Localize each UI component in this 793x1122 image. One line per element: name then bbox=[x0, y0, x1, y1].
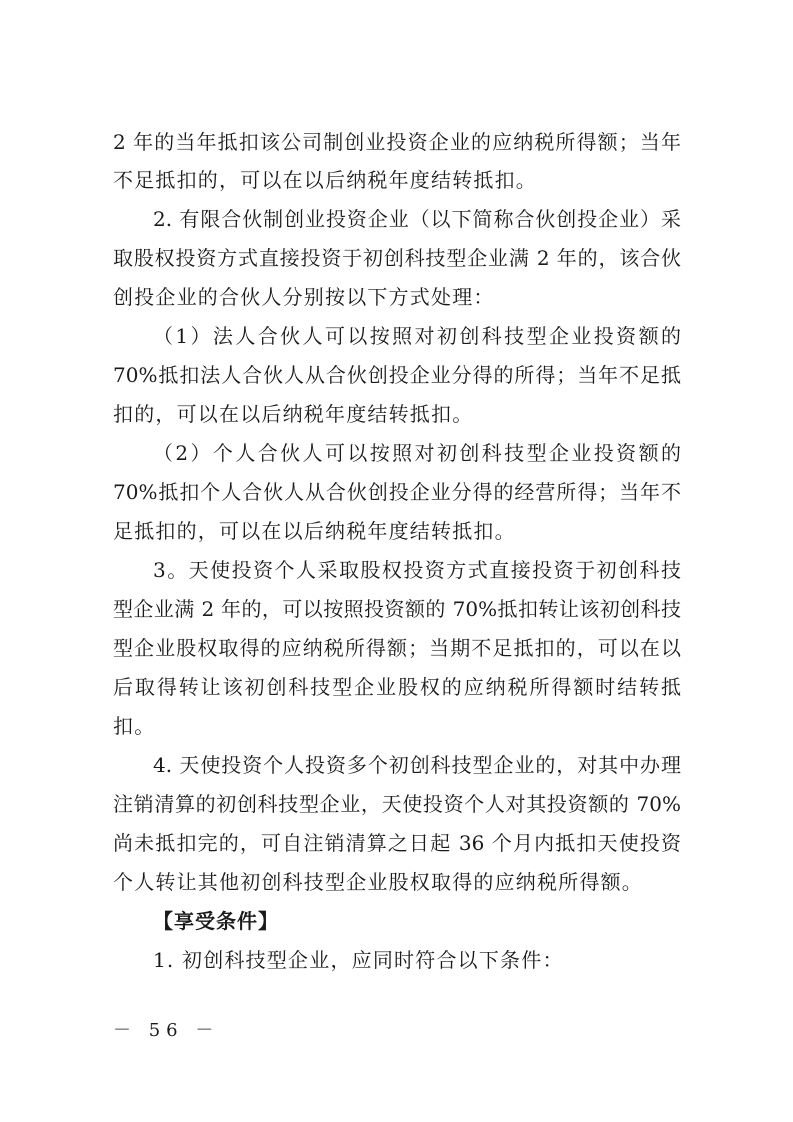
text-line: 1. 初创科技型企业，应同时符合以下条件： bbox=[153, 948, 564, 972]
text-line: （1）法人合伙人可以按照对初创科技型企业投资额的 bbox=[153, 324, 681, 348]
text-line: 后取得转让该初创科技型企业股权的应纳税所得额时结转抵 bbox=[113, 675, 681, 699]
text-line: 型企业满 2 年的，可以按照投资额的 70%抵扣转让该初创科技 bbox=[113, 597, 681, 621]
text-line: 70%抵扣个人合伙人从合伙创投企业分得的经营所得；当年不 bbox=[113, 480, 681, 504]
page-number: － 56 － bbox=[113, 1020, 220, 1041]
text-line: 3。天使投资个人采取股权投资方式直接投资于初创科技 bbox=[153, 558, 681, 582]
text-line: 扣。 bbox=[113, 714, 156, 738]
text-line: 创投企业的合伙人分别按以下方式处理： bbox=[113, 285, 495, 309]
text-line: 取股权投资方式直接投资于初创科技型企业满 2 年的，该合伙 bbox=[113, 246, 681, 270]
text-line: 型企业股权取得的应纳税所得额；当期不足抵扣的，可以在以 bbox=[113, 636, 681, 660]
text-line: 不足抵扣的，可以在以后纳税年度结转抵扣。 bbox=[113, 168, 537, 192]
text-line: 2. 有限合伙制创业投资企业（以下简称合伙创投企业）采 bbox=[153, 207, 681, 231]
text-line: 4. 天使投资个人投资多个初创科技型企业的，对其中办理 bbox=[153, 753, 681, 777]
text-line: （2）个人合伙人可以按照对初创科技型企业投资额的 bbox=[153, 441, 681, 465]
text-line: 2 年的当年抵扣该公司制创业投资企业的应纳税所得额；当年 bbox=[113, 130, 681, 154]
text-line: 个人转让其他初创科技型企业股权取得的应纳税所得额。 bbox=[113, 870, 643, 894]
text-line: 足抵扣的，可以在以后纳税年度结转抵扣。 bbox=[113, 519, 516, 543]
text-line: 注销清算的初创科技型企业，天使投资个人对其投资额的 70% bbox=[113, 792, 681, 816]
text-line: 扣的，可以在以后纳税年度结转抵扣。 bbox=[113, 402, 474, 426]
text-line: 70%抵扣法人合伙人从合伙创投企业分得的所得；当年不足抵 bbox=[113, 363, 681, 387]
section-heading: 【享受条件】 bbox=[153, 909, 279, 933]
text-line: 尚未抵扣完的，可自注销清算之日起 36 个月内抵扣天使投资 bbox=[113, 831, 681, 855]
